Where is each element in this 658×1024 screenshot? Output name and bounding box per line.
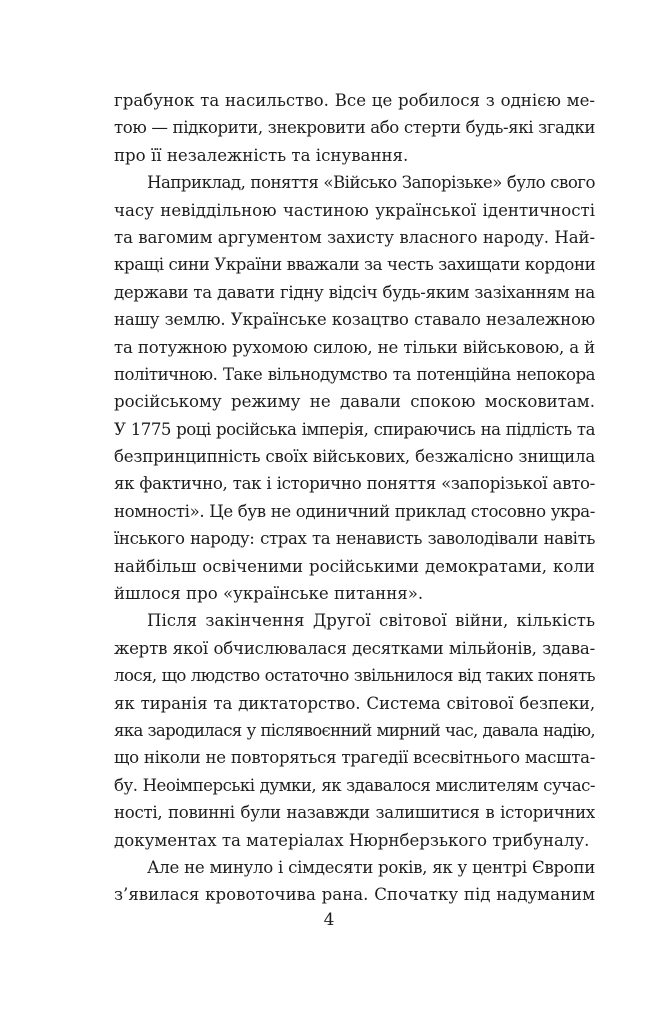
text-line: найбільш освіченими російськими демократами, коли — [114, 556, 595, 576]
body-text — [114, 87, 595, 909]
text-line: що ніколи не повторяться трагедії всесвітнього масшта- — [114, 748, 595, 768]
text-line: та потужною рухомою силою, не тільки військовою, а й — [114, 337, 595, 357]
text-line: російському режиму не давали спокою московитам. — [114, 392, 595, 412]
text-line: безпринципність своїх військових, безжалісно знищила — [114, 447, 595, 467]
text-line: ності, повинні були назавжди залишитися в історичних — [114, 803, 595, 823]
text-line: та вагомим аргументом захисту власного народу. Най- — [114, 227, 595, 247]
text-line: грабунок та насильство. Все це робилося з однією ме- — [114, 91, 595, 110]
text-line: яка зародилася у післявоєнний мирний час, давала надію, — [114, 720, 595, 740]
text-line: бу. Неоімперські думки, як здавалося мислителям сучас- — [114, 775, 595, 795]
text-line: номності». Це був не одиничний приклад стосовно укра- — [114, 501, 595, 521]
text-line: кращі сини України вважали за честь захищати кордони — [114, 255, 595, 275]
page-number: 4 — [323, 910, 335, 930]
text-line: тою — підкорити, знекровити або стерти будь-які згадки — [114, 118, 595, 138]
text-line: документах та матеріалах Нюрнберзького трибуналу. — [114, 830, 590, 850]
text-line: йшлося про «українське питання». — [114, 584, 424, 604]
text-line: Але не минуло і сімдесяти років, як у центрі Європи — [147, 857, 595, 877]
text-line: нашу землю. Українське козацтво ставало незалежною — [114, 310, 595, 330]
text-line: як фактично, так і історично поняття «запорізької авто- — [114, 474, 595, 494]
text-line: політичною. Таке вільнодумство та потенційна непокора — [114, 364, 595, 384]
text-line: лося, що людство остаточно звільнилося від таких понять — [114, 666, 595, 686]
text-line: Наприклад, поняття «Військо Запорізьке» було свого — [147, 173, 595, 193]
text-line: про її незалежність та існування. — [114, 145, 409, 165]
text-line: жертв якої обчислювалася десятками мільйонів, здава- — [114, 638, 595, 658]
text-line: держави та давати гідну відсіч будь-яким зазіханням на — [114, 282, 595, 302]
text-line: як тиранія та диктаторство. Система світової безпеки, — [114, 693, 595, 713]
text-line: Після закінчення Другої світової війни, кількість — [147, 611, 595, 631]
text-line: У 1775 році російська імперія, спираючись на підлість та — [114, 419, 595, 439]
text-line: їнського народу: страх та ненависть заволодівали навіть — [114, 529, 595, 549]
text-line: з’явилася кровоточива рана. Спочатку під надуманим — [114, 885, 595, 905]
text-line: часу невіддільною частиною української ідентичності — [114, 200, 595, 220]
